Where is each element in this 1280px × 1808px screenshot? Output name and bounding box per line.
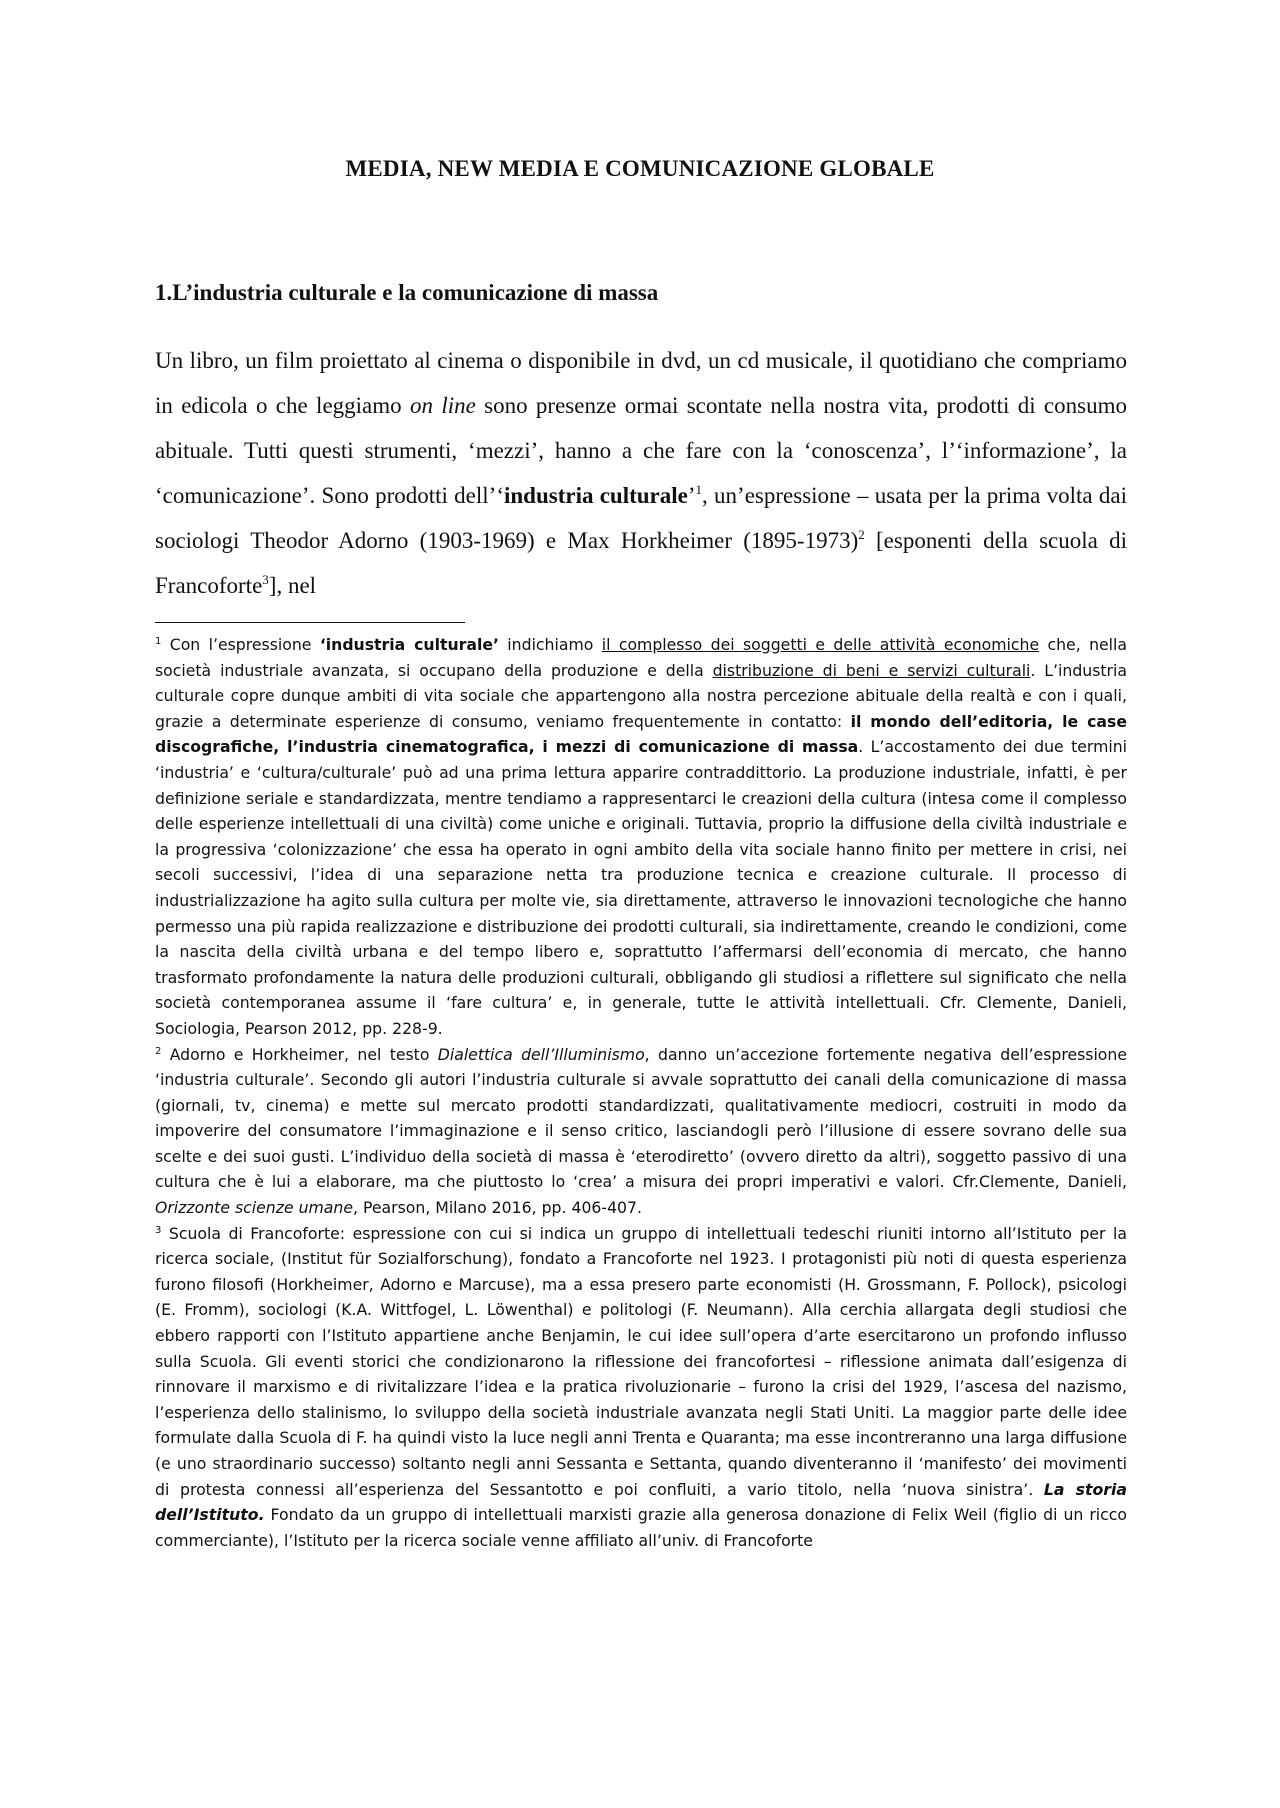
body-text-segment: ’ <box>687 483 696 508</box>
footnote-3 <box>155 1221 1127 1554</box>
body-text-segment: [esponenti della scuola di Francoforte <box>155 528 1128 598</box>
footnote-ref-1[interactable]: 1 <box>695 482 703 497</box>
body-bold-term: industria culturale <box>503 483 688 508</box>
footnote-italic: Dialettica dell’Illuminismo <box>437 1044 645 1064</box>
footnote-text: Adorno e Horkheimer, nel testo <box>161 1044 438 1064</box>
footnote-text: Scuola di Francoforte: espressione con cui si indica un gruppo di intellettuali tedeschi riuniti intorno all’Istituto per la ricerca sociale, (Institut für Sozialforschung), fondato a Francoforte nel 1923. I protagonisti più noti di questa esperienza furono filosofi (Horkheimer, Adorno e Marcuse), ma a essa presero parte economisti (H. Grossmann, F. Pollock), psicologi (E. Fromm), sociologi (K.A. Wittfogel, L. Löwenthal) e politologi (F. Neumann). Alla cerchia allargata degli studiosi che ebbero rapporti con l’Istituto appartiene anche Benjamin, le cui idee sull’opera d’arte esercitarono un profondo influsso sulla Scuola. Gli eventi storici che condizionarono la riflessione dei francofortesi – riflessione animata dall’esigenza di rinnovare il marxismo e di rivitalizzare l’idea e la pratica rivoluzionarie – furono la crisi del 1929, l’ascesa del nazismo, l’esperienza dello stalinismo, lo sviluppo della società industriale avanzata negli Stati Uniti. La maggior parte delle idee formulate dalla Scuola di F. ha quindi visto la luce negli anni Trenta e Quaranta; ma esse incontreranno una larga diffusione (e uno straordinario successo) soltanto negli anni Sessanta e Settanta, quando diventeranno il ‘manifesto’ dei movimenti di protesta connessi all’esperienza del Sessantotto e poi confluiti, a vario titolo, nella ‘nuova sinistra’. <box>155 1223 1127 1499</box>
footnote-ref-2[interactable]: 2 <box>858 527 865 542</box>
document-title: MEDIA, NEW MEDIA E COMUNICAZIONE GLOBALE <box>345 156 935 181</box>
footnote-2 <box>155 1042 1127 1221</box>
body-italic-term: on line <box>409 393 476 418</box>
footnote-number: 3 <box>155 1224 162 1236</box>
body-text-segment: ], nel <box>268 573 317 598</box>
footnote-text: . L’accostamento dei due termini ‘industria’ e ‘cultura/culturale’ può ad una prima lettura apparire contraddittorio. La produzione industriale, infatti, è per definizione seriale e standardizzata, mentre tendiamo a rappresentarci le creazioni della cultura (intesa come il complesso delle esperienze intellettuali di una civiltà) come uniche e originali. Tuttavia, proprio la diffusione della civiltà industriale e la progressiva ‘colonizzazione’ che essa ha operato in ogni ambito della vita sociale hanno finito per mettere in crisi, nei secoli successivi, l’idea di una separazione netta tra produzione tecnica e creazione culturale. Il processo di industrializzazione ha agito sulla cultura per molte vie, sia direttamente, attraverso le innovazioni tecnologiche che hanno permesso una più rapida realizzazione e distribuzione dei prodotti culturali, sia indirettamente, creando le condizioni, come la nascita della civiltà urbana e del tempo libero e, soprattutto l’affermarsi dell’economia di mercato, che hanno trasformato profondamente la natura delle produzioni culturali, obbligando gli studiosi a riflettere sul significato che nella società contemporanea assume il ‘fare cultura’ e, in generale, tutte le attività intellettuali. Cfr. Clemente, Danieli, Sociologia, Pearson 2012, pp. 228-9. <box>155 737 1128 1038</box>
footnote-text: , danno un’accezione fortemente negativa dell’espressione ‘industria culturale’. Secondo gli autori l’industria culturale si avvale soprattutto dei canali della comunicazione di massa (giornali, tv, cinema) e mette sul mercato prodotti standardizzati, qualitativamente mediocri, costruiti in modo da impoverire del consumatore l’immaginazione e il senso critico, lasciandogli però l’illusione di essere sovrano delle sua scelte e dei suoi gusti. L’individuo della società di massa è ‘eterodiretto’ (ovvero diretto da altri), soggetto passivo di una cultura che è lui a elaborare, ma che piuttosto lo ‘crea’ a misura dei propri imperativi e valori. Cfr.Clemente, Danieli, <box>155 1044 1127 1192</box>
body-paragraph <box>155 338 1127 608</box>
footnote-1 <box>155 632 1127 1042</box>
footnote-text: che, nella società industriale avanzata, si occupano della produzione e della <box>155 635 1128 680</box>
body-text-segment: , un’espressione – usata per la prima volta dai sociologi Theodor Adorno (1903-1969) e Max Horkheimer (1895-1973) <box>155 483 1127 553</box>
footnote-bold: ‘industria culturale’ <box>319 635 499 654</box>
footnote-text: , Pearson, Milano 2016, pp. 406-407. <box>353 1198 643 1218</box>
footnote-italic: Orizzonte scienze umane <box>155 1198 354 1218</box>
footnote-text: indichiamo <box>498 635 602 654</box>
footnote-text: Fondato da un gruppo di intellettuali marxisti grazie alla generosa donazione di Felix Weil (figlio di un ricco commerciante), l’Istituto per la ricerca sociale venne affiliato all’univ. di Francoforte <box>155 1505 1127 1550</box>
footnote-number: 2 <box>155 1045 162 1057</box>
footnote-text: Con l’espressione <box>161 635 320 654</box>
footnote-number: 1 <box>155 636 162 647</box>
footnote-bold: il mondo dell’editoria, le case discografiche, l’industria cinematografica, i mezzi di comunicazione di massa <box>155 711 1127 757</box>
footnote-bold-italic: La storia dell’Istituto. <box>155 1479 1127 1525</box>
footnote-underlined: distribuzione di beni e servizi culturali <box>712 660 1031 680</box>
footnote-text: . L’industria culturale copre dunque ambiti di vita sociale che appartengono alla nostra percezione abituale della realtà e con i quali, grazie a determinate esperienze di consumo, veniamo frequentemente in contatto: <box>155 660 1127 731</box>
body-text-segment: Un libro, un film proiettato al cinema o disponibile in dvd, un cd musicale, il quotidiano che compriamo in edicola o che leggiamo <box>155 348 1127 418</box>
footnote-ref-3[interactable]: 3 <box>262 572 269 587</box>
footnote-separator <box>155 622 465 623</box>
footnote-underlined: il complesso dei soggetti e delle attività economiche <box>601 635 1040 654</box>
section-heading: 1.L’industria culturale e la comunicazione di massa <box>155 280 659 305</box>
footnotes <box>155 632 1127 1553</box>
body-text-segment: sono presenze ormai scontate nella nostra vita, prodotti di consumo abituale. Tutti questi strumenti, ‘mezzi’, hanno a che fare con la ‘conoscenza’, l’‘informazione’, la ‘comunicazione’. Sono prodotti dell’‘ <box>155 393 1127 508</box>
